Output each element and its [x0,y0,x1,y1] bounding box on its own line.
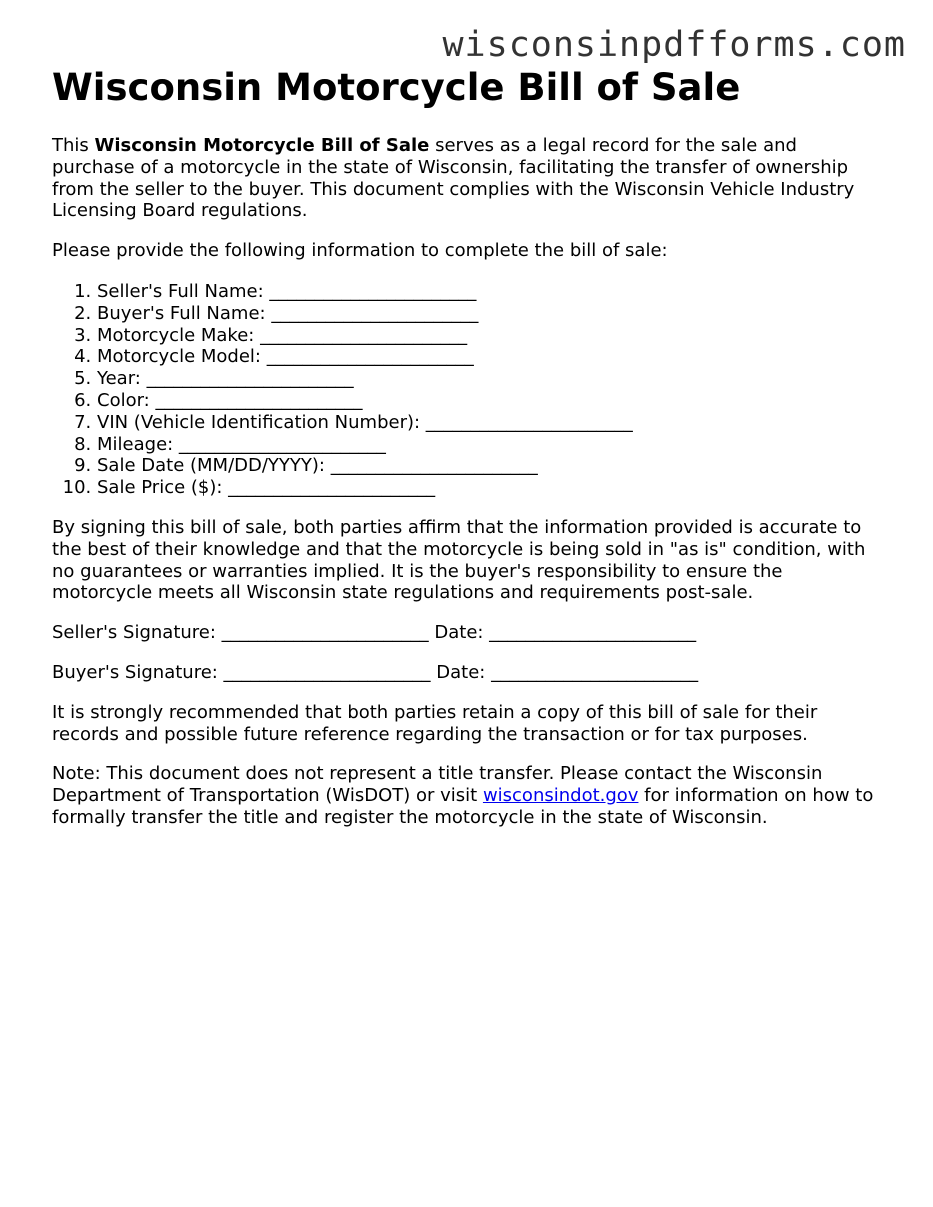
field-buyer-name: 2. Buyer's Full Name: _______________________ [97,303,882,325]
field-sale-price: 10. Sale Price ($): _______________________ [97,477,882,499]
note-suffix: for information on how to formally transfer the title and register the motorcycle in the state of Wisconsin. [52,785,874,828]
field-color: 6. Color: _______________________ [97,390,882,412]
intro-paragraph [52,135,882,222]
affirmation-paragraph: By signing this bill of sale, both parties affirm that the information provided is accurate to the best of their knowledge and that the motorcycle is being sold in "as is" condition, with no guarantees or warranties implied. It is the buyer's responsibility to ensure the motorcycle meets all Wisconsin state regulations and requirements post-sale. [52,516,866,604]
field-sale-date: 9. Sale Date (MM/DD/YYYY): _______________________ [97,455,882,477]
site-watermark: wisconsinpdfforms.com [442,25,906,65]
intro-prefix: This [52,135,95,156]
instructions-paragraph: Please provide the following information to complete the bill of sale: [52,240,668,262]
document-body [52,66,882,829]
field-vin: 7. VIN (Vehicle Identification Number): _______________________ [97,412,882,434]
retain-copy-paragraph: It is strongly recommended that both parties retain a copy of this bill of sale for their records and possible future reference regarding the transaction or for tax purposes. [52,701,818,745]
intro-bold-title: Wisconsin Motorcycle Bill of Sale [94,135,430,156]
note-prefix: Note: This document does not represent a title transfer. Please contact the Wisconsin Department of Transportation (WisDOT) or visit [52,763,823,807]
field-mileage: 8. Mileage: _______________________ [97,434,882,456]
seller-signature-line: Seller's Signature: _______________________ Date: _______________________ [52,622,697,644]
field-motorcycle-model: 4. Motorcycle Model: _______________________ [97,346,882,368]
field-seller-name: 1. Seller's Full Name: _______________________ [97,281,882,303]
field-motorcycle-make: 3. Motorcycle Make: _______________________ [97,325,882,347]
document-title: Wisconsin Motorcycle Bill of Sale [52,66,741,109]
field-year: 5. Year: _______________________ [97,368,882,390]
buyer-signature-line: Buyer's Signature: _______________________ Date: _______________________ [52,661,699,683]
fields-list [52,281,882,499]
wisdot-link[interactable]: wisconsindot.gov [482,785,639,807]
intro-suffix: serves as a legal record for the sale and purchase of a motorcycle in the state of Wisconsin, facilitating the transfer of ownership from the seller to the buyer. This document complies with the Wisconsin Vehicle Industry Licensing Board regulations. [52,135,855,222]
note-paragraph [52,763,882,828]
